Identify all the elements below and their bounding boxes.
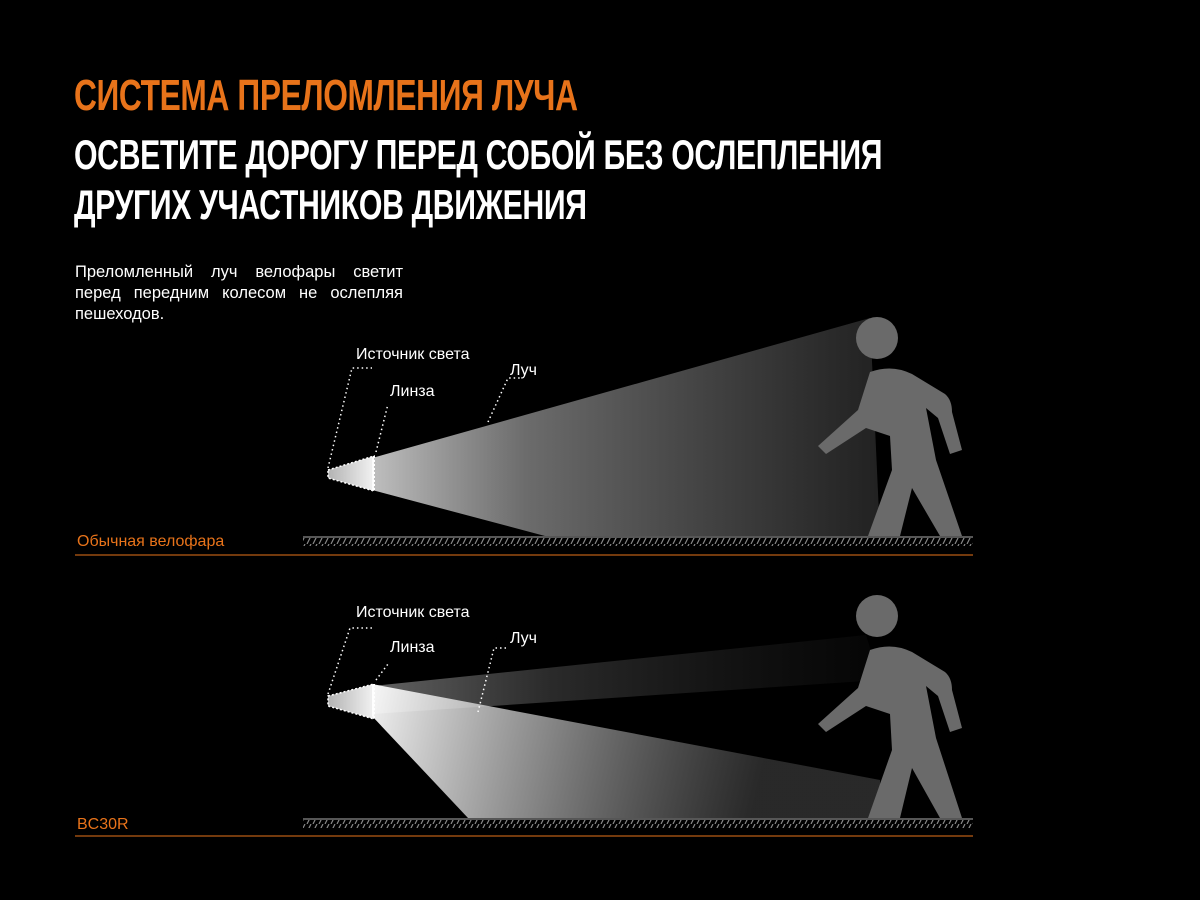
- label-beam: Луч: [510, 630, 538, 647]
- label-light-source: Источник света: [356, 604, 470, 621]
- diagram-bc30r: [75, 595, 973, 836]
- description-text: Преломленный луч велофары светит перед передним колесом не ослепляя пешеходов.: [75, 263, 403, 323]
- diagram-regular-light: [75, 317, 973, 555]
- subtitle-line-1: ОСВЕТИТЕ ДОРОГУ ПЕРЕД СОБОЙ БЕЗ ОСЛЕПЛЕНИЯ: [74, 131, 883, 178]
- ground-hatch: [303, 820, 973, 828]
- ground-hatch: [303, 538, 973, 546]
- diagram-label-bc30r: BC30R: [77, 816, 129, 833]
- flashlight-icon: [328, 456, 374, 491]
- label-lens: Линза: [390, 383, 435, 400]
- label-beam: Луч: [510, 362, 538, 379]
- label-lens: Линза: [390, 639, 435, 656]
- label-light-source: Источник света: [356, 346, 470, 363]
- page-title: СИСТЕМА ПРЕЛОМЛЕНИЯ ЛУЧА: [74, 71, 578, 120]
- flashlight-icon: [328, 684, 374, 719]
- beam-refracted: [372, 684, 880, 818]
- subtitle-line-2: ДРУГИХ УЧАСТНИКОВ ДВИЖЕНИЯ: [74, 181, 587, 228]
- diagram-label-regular: Обычная велофара: [77, 533, 225, 550]
